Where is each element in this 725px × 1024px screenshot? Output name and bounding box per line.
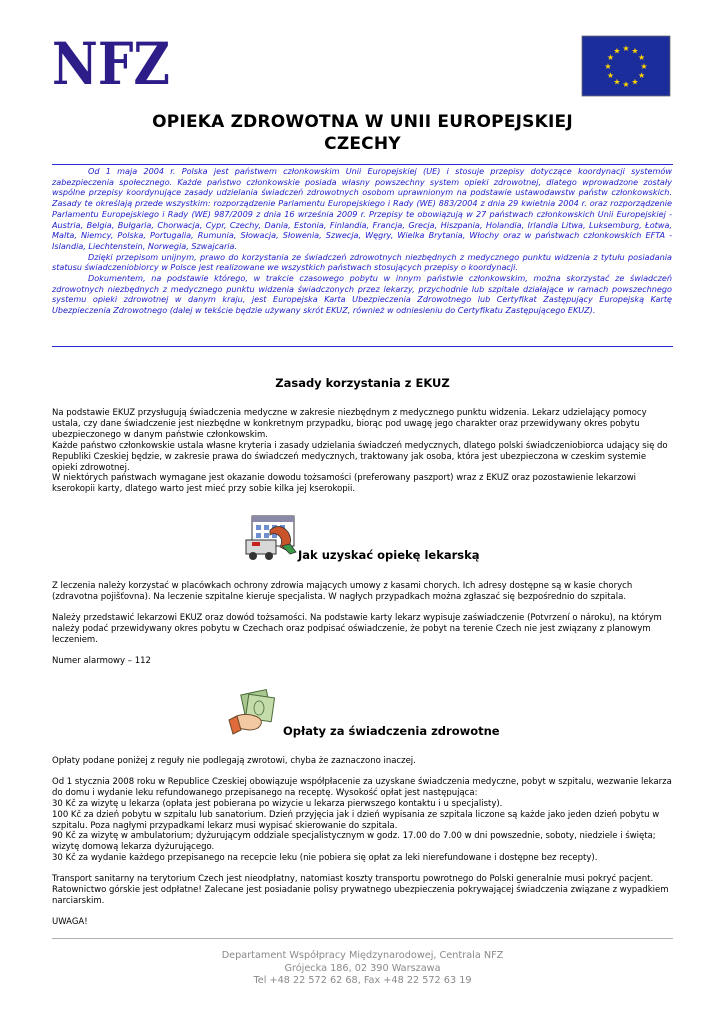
paragraph: Transport sanitarny na terytorium Czech jest nieodpłatny, natomiast koszty transportu powrotnego do Polski generalnie musi pokryć pacjent. Ratownictwo górskie jest odpłatne! Zalecane jest posiadanie polisy prywatnego ubezpieczenia pokrywającej świadczenia związane z wypadkiem narciarskim. <box>52 874 669 906</box>
flag-star-icon: ★ <box>622 44 630 53</box>
intro-text <box>52 166 672 316</box>
footer <box>0 950 725 988</box>
page-subtitle-country: CZECHY <box>324 134 401 154</box>
page-title: OPIEKA ZDROWOTNA W UNII EUROPEJSKIEJ <box>152 112 573 132</box>
emergency-number: Numer alarmowy – 112 <box>52 655 151 666</box>
eu-flag <box>582 36 670 96</box>
flag-star-icon: ★ <box>638 71 646 80</box>
paragraph: Z leczenia należy korzystać w placówkach ochrony zdrowia mających umowy z kasami chorych. Ich adresy dostępne są w kasie chorych (zdravotna pojišťovna). Na leczenie szpitalne kieruje specjalista. W nagłych przypadkach można zgłaszać się bezpośrednio do szpitala. <box>52 581 633 602</box>
paragraph: Na podstawie EKUZ przysługują świadczenia medyczne w zakresie niezbędnym z medycznego punktu widzenia. Lekarz udzielający pomocy ustala, czy dane świadczenie jest niezbędne w konkretnym przypadku, biorąc pod uwagę jego charakter oraz przewidywany okres pobytu ubezpieczonego w danym państwie członkowskim. <box>52 408 647 440</box>
section-body-medical-care <box>52 581 672 666</box>
section-body-ekuz-rules <box>52 408 672 495</box>
warning-label: UWAGA! <box>52 916 88 927</box>
flag-star-icon: ★ <box>606 71 614 80</box>
flag-star-icon: ★ <box>613 46 621 56</box>
footer-department: Departament Współpracy Międzynarodowej, Centrala NFZ <box>221 950 504 961</box>
flag-star-icon: ★ <box>631 46 639 56</box>
divider <box>52 346 673 347</box>
footer-divider <box>52 938 673 939</box>
nfz-logo <box>52 30 172 98</box>
flag-star-icon: ★ <box>638 53 646 62</box>
footer-address: Grójecka 186, 02 390 Warszawa <box>284 962 441 974</box>
fee-item: 100 Kč za dzień pobytu w szpitalu lub sanatorium. Dzień przyjęcia jak i dzień wypisania ze szpitala liczone są każde jako jeden dzień pobytu w szpitalu. Poza nagłymi przypadkami lekarz musi wypisać skierowanie do szpitala. <box>52 809 660 831</box>
paragraph: Należy przedstawić lekarzowi EKUZ oraz dowód tożsamości. Na podstawie karty lekarz wypisuje zaświadczenie (Potvrzení o nároku), na którym należy podać przewidywany okres pobytu w Czechach oraz podpisać oświadczenie, że pobyt na terenie Czech nie jest związany z planowym leczeniem. <box>52 612 662 645</box>
fee-item: 30 Kč za wizytę u lekarza (opłata jest pobierana po wizycie u lekarza pierwszego kontaktu i u specjalisty). <box>52 798 503 809</box>
flag-star-icon: ★ <box>622 80 630 89</box>
money-hand-icon <box>229 688 279 736</box>
intro-paragraph: Dzięki przepisom unijnym, prawo do korzystania ze świadczeń zdrowotnych niezbędnych z medycznego punktu widzenia z tytułu posiadania statusu świadczeniobiorcy w Polsce jest realizowane we wszystkich państwach stosujących przepisy o koordynacji. <box>52 251 672 273</box>
flag-star-icon: ★ <box>606 53 614 62</box>
paragraph: Każde państwo członkowskie ustala własne kryteria i zasady udzielania świadczeń medycznych, dlatego polski świadczeniobiorca udający się do Republiki Czeskiej będzie, w zakresie prawa do świadczeń medycznych, traktowany jak osoba, która jest ubezpieczona w czeskim systemie opieki zdrowotnej. <box>52 440 668 473</box>
intro-paragraph: Od 1 maja 2004 r. Polska jest państwem członkowskim Unii Europejskiej (UE) i stosuje przepisy dotyczące koordynacji systemów zabezpieczenia społecznego. Każde państwo członkowskie posiada własny powszechny system opieki zdrowotnej, dlatego wprowadzone zostały wspólne przepisy koordynujące zasady udzielania świadczeń zdrowotnych osobom uprawnionym na podstawie ustawodawstw państw członkowskich. Zasady te określają przede wszystkim: rozporządzenie Parlamentu Europejskiego i Rady (WE) 883/2004 z dnia 29 kwietnia 2004 r. oraz rozporządzenie Parlamentu Europejskiego i Rady (WE) 987/2009 z dnia 16 września 2009 r. Przepisy te obowiązują w 27 państwach członkowskich Unii Europejskiej - Austria, Belgia, Bułgaria, Chorwacja, Cypr, Czechy, Dania, Estonia, Finlandia, Francja, Grecja, Hiszpania, Holandia, Irlandia Litwa, Luksemburg, Łotwa, Malta, Niemcy, Polska, Portugalia, Rumunia, Słowacja, Słowenia, Szwecja, Węgry, Wielka Brytania, Włochy oraz w państwach członkowskich EFTA - Islandia, Liechtenstein, Norwegia, Szwajcaria. <box>52 166 672 251</box>
footer-contact: Tel +48 22 572 62 68, Fax +48 22 572 63 19 <box>253 975 472 986</box>
flag-star-icon: ★ <box>631 77 639 87</box>
flag-star-icon: ★ <box>613 77 621 87</box>
section-heading-fees: Opłaty za świadczenia zdrowotne <box>283 724 500 738</box>
section-heading-medical-care: Jak uzyskać opiekę lekarską <box>298 548 480 562</box>
paragraph: Od 1 stycznia 2008 roku w Republice Czeskiej obowiązuje współpłacenie za uzyskane świadczenia medyczne, pobyt w szpitalu, wezwanie lekarza do domu i wydanie leku refundowanego przepisanego na receptę. Wysokość opłat jest następująca: <box>52 776 672 798</box>
paragraph: Opłaty podane poniżej z reguły nie podlegają zwrotowi, chyba że zaznaczono inaczej. <box>52 756 416 766</box>
section-body-fees <box>52 756 672 928</box>
logo-text: NFZ <box>52 30 170 98</box>
fee-item: 90 Kč za wizytę w ambulatorium; dyżurującym oddziale specjalistycznym w godz. 17.00 do 7.00 w dni powszednie, soboty, niedziele i święta; wizytę domową lekarza dyżurującego. <box>52 831 656 853</box>
section-heading-ekuz-rules: Zasady korzystania z EKUZ <box>275 376 450 390</box>
paragraph: W niektórych państwach wymagane jest okazanie dowodu tożsamości (preferowany paszport) wraz z EKUZ oraz pozostawienie lekarzowi kserokopii karty, dlatego warto jest mieć przy sobie kilka jej kserokopii. <box>52 473 637 495</box>
flag-star-icon: ★ <box>640 62 648 71</box>
fee-item: 30 Kč za wydanie każdego przepisanego na recepcie leku (nie pobiera się opłat za leki nierefundowane i dostępne bez recepty). <box>52 853 598 864</box>
hospital-ambulance-icon <box>244 512 300 562</box>
flag-star-icon: ★ <box>604 62 612 71</box>
divider <box>52 164 673 165</box>
intro-paragraph: Dokumentem, na podstawie którego, w trakcie czasowego pobytu w innym państwie członkowskim, można skorzystać ze świadczeń zdrowotnych niezbędnych z medycznego punktu widzenia świadczonych przez lekarzy, przychodnie lub szpitale działające w ramach powszechnego systemu opieki zdrowotnej w danym kraju, jest Europejska Karta Ubezpieczenia Zdrowotnego lub Certyfikat Zastępujący Europejską Kartę Ubezpieczenia Zdrowotnego (dalej w tekście będzie używany skrót EKUZ, również w odniesieniu do Certyfikatu Zastępującego EKUZ). <box>52 273 672 316</box>
